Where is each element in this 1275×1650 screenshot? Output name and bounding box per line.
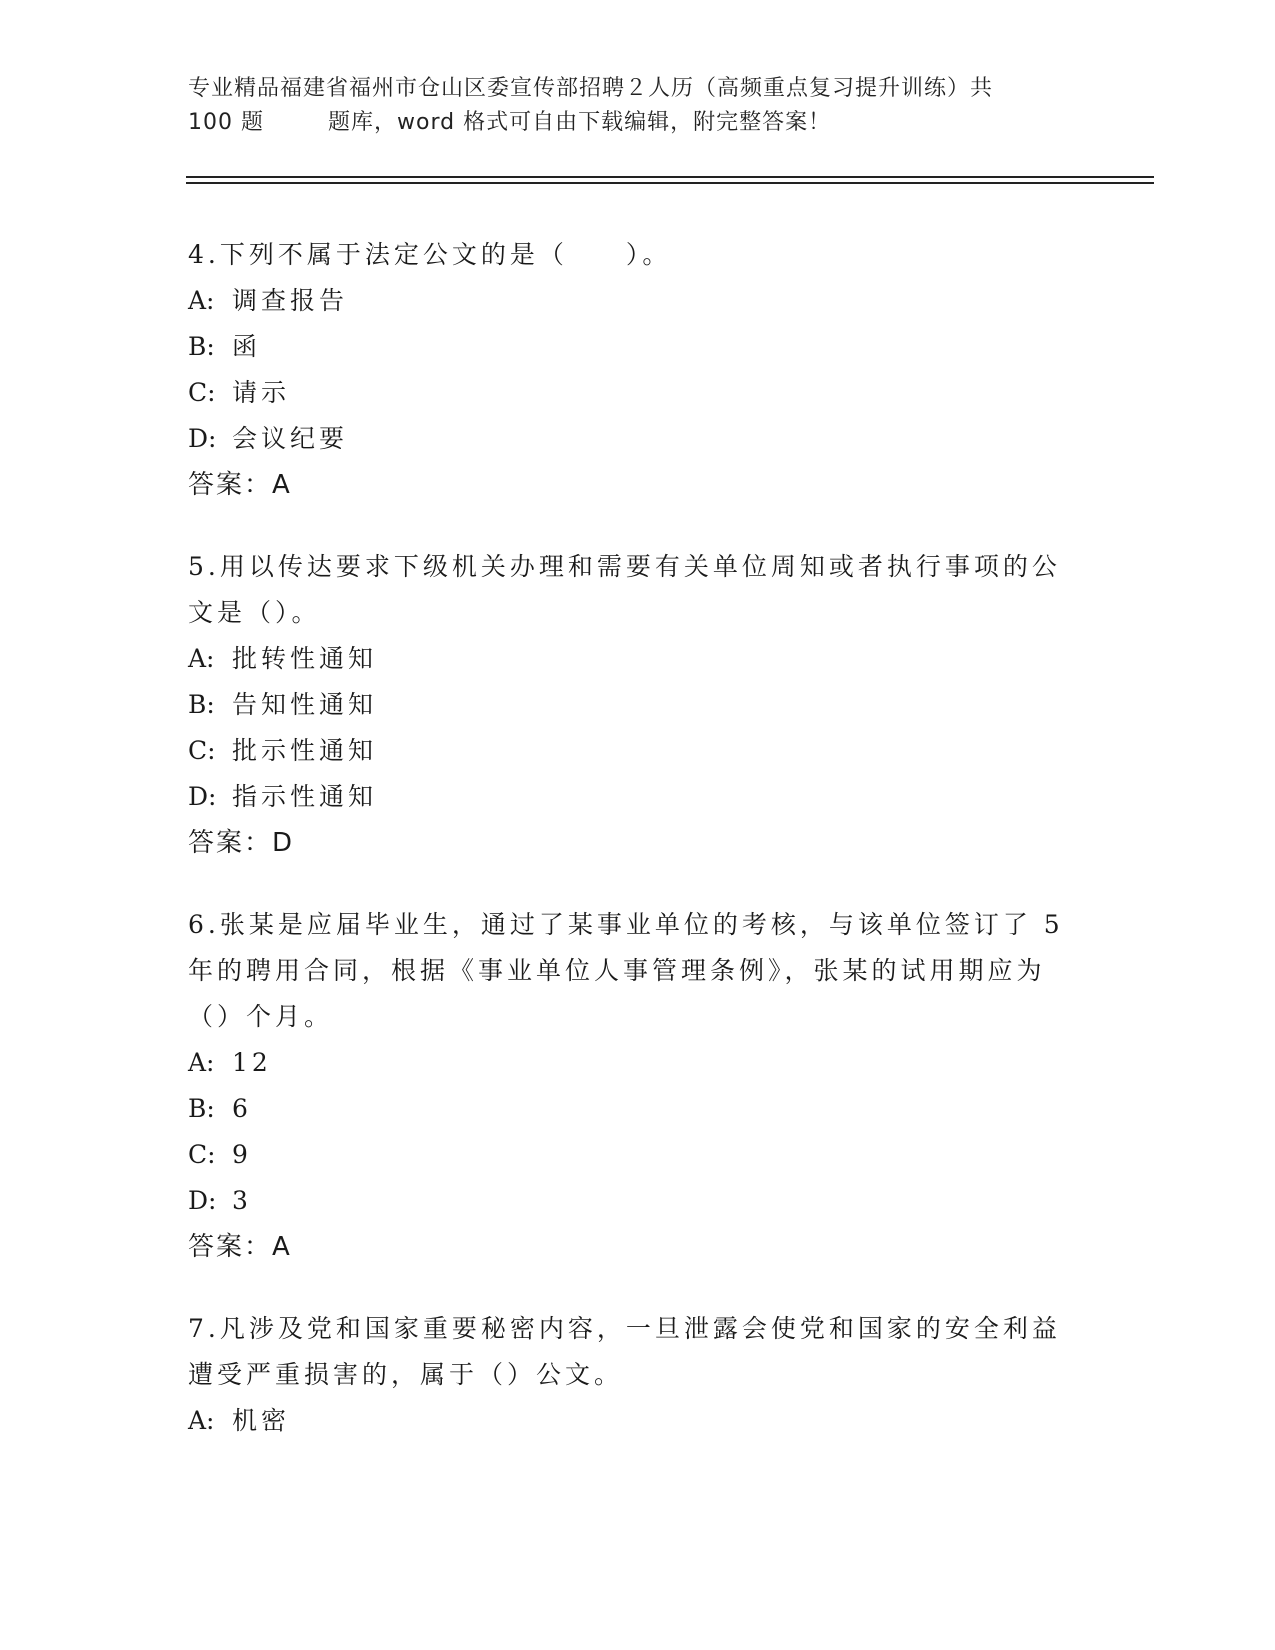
- option-key: C:: [188, 378, 216, 407]
- header-title-line1: 专业精品福建省福州市仓山区委宣传部招聘２人历（高频重点复习提升训练）共: [188, 76, 994, 101]
- option-c: [188, 1132, 1068, 1178]
- option-c: [188, 728, 1068, 774]
- option-text: 指示性通知: [232, 782, 378, 811]
- answer-label: 答案：A: [188, 1232, 292, 1262]
- option-key: C:: [188, 736, 216, 765]
- question-list: [188, 232, 1068, 1480]
- option-b: [188, 682, 1068, 728]
- question-stem: 4.下列不属于法定公文的是（ ）。: [188, 240, 672, 269]
- option-text: 函: [232, 332, 262, 361]
- option-a: [188, 1040, 1068, 1086]
- header-title-line2: [188, 106, 1068, 140]
- option-a: [188, 1398, 1068, 1444]
- question-stem: 5.用以传达要求下级机关办理和需要有关单位周知或者执行事项的公文是（）。: [188, 552, 1061, 627]
- option-text: 批示性通知: [232, 736, 378, 765]
- option-text: 机密: [232, 1406, 291, 1435]
- option-text: 告知性通知: [232, 690, 378, 719]
- option-key: A:: [188, 1048, 215, 1077]
- option-a: [188, 278, 1068, 324]
- option-text: 12: [232, 1048, 272, 1077]
- question-item: [188, 1306, 1068, 1444]
- option-key: D:: [188, 782, 217, 811]
- option-text: 请示: [232, 378, 291, 407]
- option-key: B:: [188, 690, 215, 719]
- question-stem: 7.凡涉及党和国家重要秘密内容，一旦泄露会使党和国家的安全利益遭受严重损害的，属于（）公文。: [188, 1314, 1061, 1389]
- option-d: [188, 1178, 1068, 1224]
- header-divider-top: [186, 176, 1154, 178]
- option-text: 6: [232, 1094, 252, 1123]
- question-item: [188, 544, 1068, 866]
- answer-label: 答案：D: [188, 828, 295, 858]
- option-d: [188, 774, 1068, 820]
- option-key: B:: [188, 332, 215, 361]
- option-text: 9: [232, 1140, 252, 1169]
- option-key: D:: [188, 1186, 217, 1215]
- option-b: [188, 1086, 1068, 1132]
- option-key: A:: [188, 1406, 215, 1435]
- option-key: C:: [188, 1140, 216, 1169]
- question-item: [188, 902, 1068, 1270]
- option-a: [188, 636, 1068, 682]
- option-text: 调查报告: [232, 286, 349, 315]
- header-divider-bottom: [186, 182, 1154, 184]
- question-item: [188, 232, 1068, 508]
- option-b: [188, 324, 1068, 370]
- option-text: 批转性通知: [232, 644, 378, 673]
- document-header: [188, 72, 1068, 140]
- option-text: 3: [232, 1186, 252, 1215]
- header-question-count: 100 题: [188, 110, 264, 135]
- header-title-rest: 题库，word 格式可自由下载编辑，附完整答案！: [328, 110, 832, 135]
- option-c: [188, 370, 1068, 416]
- option-key: B:: [188, 1094, 215, 1123]
- answer-label: 答案：A: [188, 470, 292, 500]
- option-d: [188, 416, 1068, 462]
- option-key: A:: [188, 286, 215, 315]
- option-text: 会议纪要: [232, 424, 349, 453]
- option-key: D:: [188, 424, 217, 453]
- question-stem: 6.张某是应届毕业生，通过了某事业单位的考核，与该单位签订了 5 年的聘用合同，根据《事业单位人事管理条例》，张某的试用期应为（）个月。: [188, 910, 1064, 1031]
- option-key: A:: [188, 644, 215, 673]
